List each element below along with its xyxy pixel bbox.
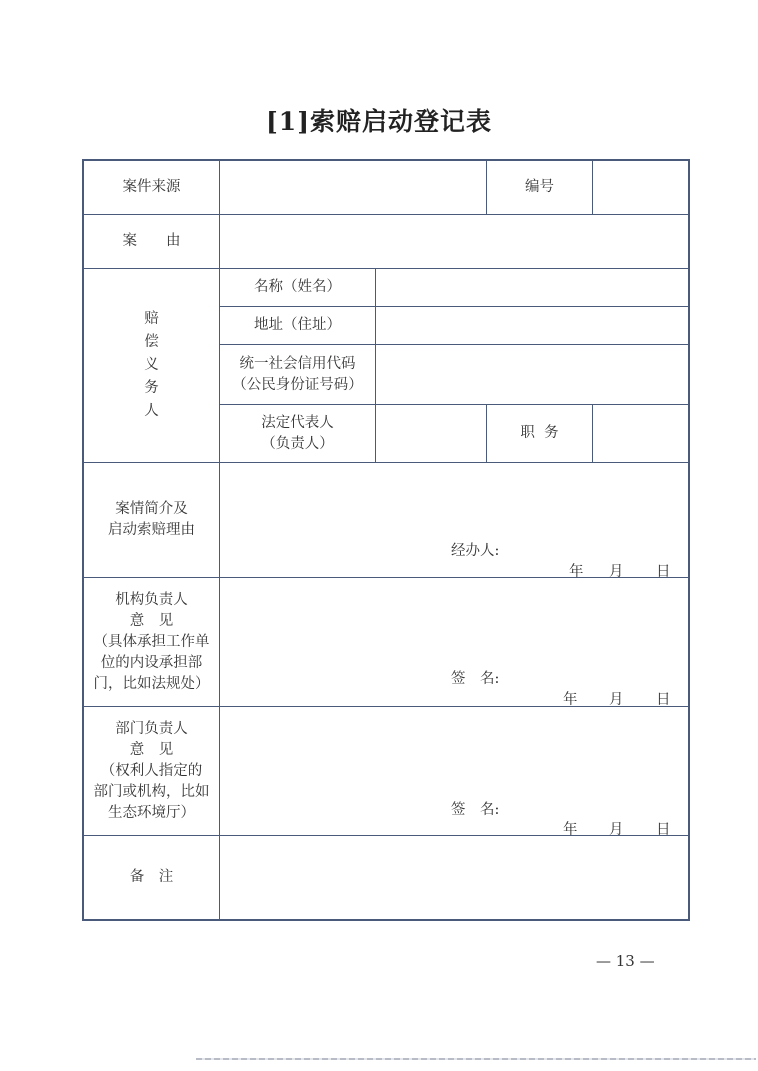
position-field[interactable] — [593, 405, 688, 462]
position-label: 职 务 — [520, 425, 559, 441]
date-month: 月 — [609, 692, 624, 708]
case-summary-label: 案情简介及 启动索赔理由 — [108, 501, 195, 538]
table-border-bottom — [82, 919, 690, 921]
obligor-label: 赔 偿 义 务 人 — [144, 311, 159, 419]
obligor-name-label: 名称（姓名） — [254, 279, 341, 295]
department-signature-label: 签 名: — [451, 802, 500, 818]
scan-edge-decoration — [196, 1058, 756, 1060]
remarks-field[interactable] — [221, 836, 688, 919]
institution-opinion-label: 机构负责人 意 见 （具体承担工作单 位的内设承担部 门，比如法规处） — [93, 591, 210, 692]
obligor-name-field[interactable] — [376, 269, 688, 306]
institution-signature-label: 签 名: — [451, 671, 500, 687]
legal-representative-field[interactable] — [376, 405, 486, 462]
date-day: 日 — [656, 822, 671, 838]
date-year: 年 — [563, 692, 578, 708]
date-month: 月 — [609, 564, 624, 580]
case-source-label: 案件来源 — [122, 179, 181, 195]
case-reason-label: 案 由 — [122, 233, 181, 249]
page-number: — 13 — — [596, 952, 655, 970]
date-month: 月 — [609, 822, 624, 838]
obligor-address-label: 地址（住址） — [254, 317, 341, 333]
number-label: 编号 — [525, 179, 554, 195]
remarks-label: 备 注 — [129, 869, 174, 885]
legal-representative-label: 法定代表人 （负责人） — [261, 414, 334, 452]
obligor-address-field[interactable] — [376, 307, 688, 344]
number-field[interactable] — [593, 161, 688, 214]
date-year: 年 — [569, 564, 584, 580]
handler-signature-label: 经办人: — [451, 543, 500, 559]
department-opinion-label: 部门负责人 意 见 （权利人指定的 部门或机构，比如 生态环境厅） — [93, 720, 210, 821]
date-day: 日 — [656, 564, 671, 580]
case-source-field[interactable] — [221, 161, 485, 214]
table-border-right — [688, 159, 690, 921]
form-title: [1]索赔启动登记表 — [265, 107, 493, 136]
case-reason-field[interactable] — [221, 215, 688, 268]
obligor-credit-code-field[interactable] — [376, 345, 688, 404]
obligor-credit-code-label: 统一社会信用代码 （公民身份证号码） — [232, 355, 363, 393]
date-year: 年 — [563, 822, 578, 838]
date-day: 日 — [656, 692, 671, 708]
